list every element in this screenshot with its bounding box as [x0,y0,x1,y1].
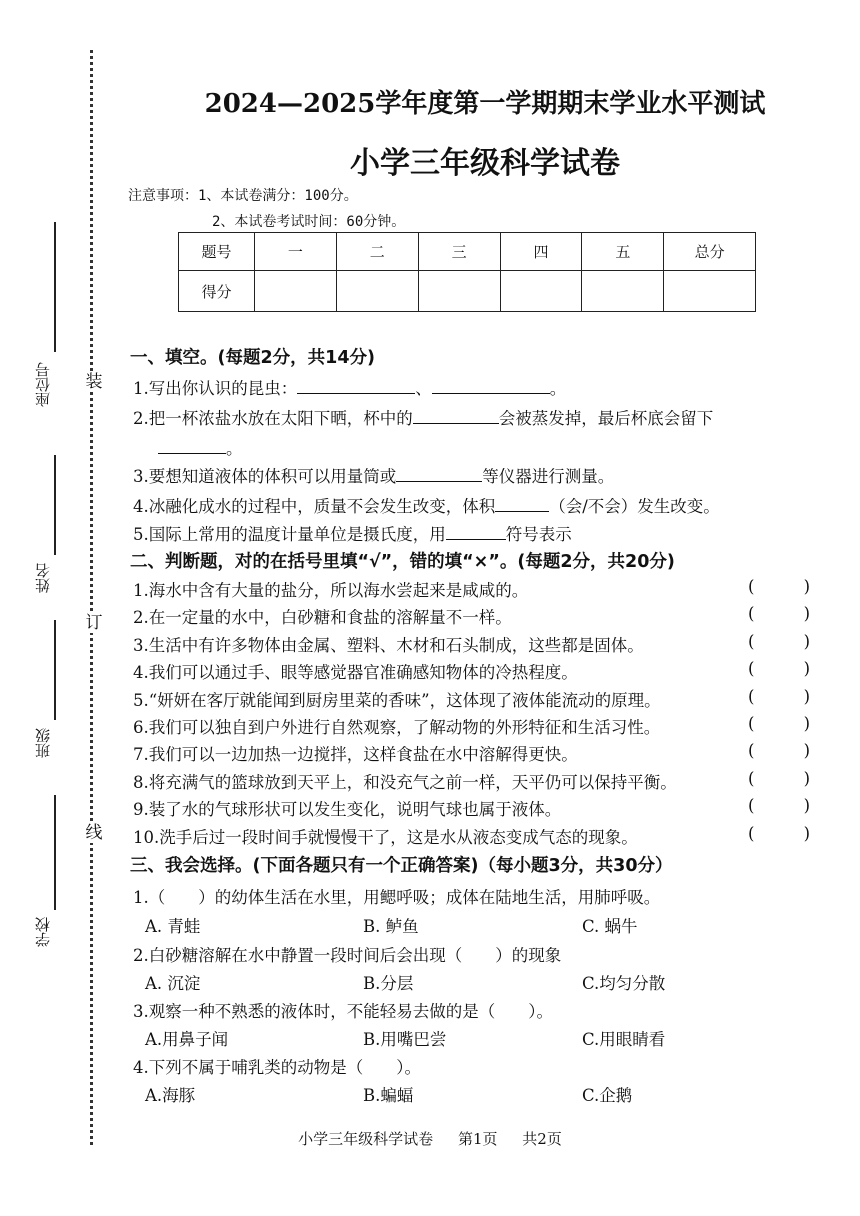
answer-blank[interactable] [158,439,226,454]
score-header-cell: 三 [418,233,500,271]
footer-exam-name: 小学三年级科学试卷 [298,1130,434,1148]
judge-question: 7.我们可以一边加热一边搅拌，这样食盐在水中溶解得更快。 [133,745,578,764]
paren-open: ( [748,687,755,706]
judge-answer-paren[interactable] [748,714,810,733]
choice-question-2: 2.白砂糖溶解在水中静置一段时间后会出现（ ）的现象 [133,946,562,965]
score-header-cell: 二 [336,233,418,271]
name-field[interactable] [35,455,75,600]
score-cell[interactable] [418,271,500,312]
notice-line-1: 注意事项：1、本试卷满分：100分。 [128,188,358,204]
footer-page-total: 共2页 [522,1130,562,1148]
choice-option[interactable]: C.用眼睛看 [582,1030,666,1049]
paren-open: ( [748,741,755,760]
binding-dotted-line [90,50,93,1145]
exam-subtitle: 小学三年级科学试卷 [350,146,620,181]
notice-line-2: 2、本试卷考试时间：60分钟。 [212,214,406,230]
answer-blank[interactable] [495,497,549,512]
class-field[interactable] [35,620,75,760]
choice-option[interactable]: B.分层 [363,974,414,993]
paren-close: ) [803,632,810,651]
answer-blank[interactable] [413,409,499,424]
score-cell[interactable] [664,271,756,312]
paren-open: ( [748,632,755,651]
choice-option[interactable]: A.海豚 [145,1086,196,1105]
choice-option[interactable]: C. 蜗牛 [582,917,638,936]
score-cell[interactable] [500,271,582,312]
paren-close: ) [803,714,810,733]
choice-question-4: 4.下列不属于哺乳类的动物是（ ）。 [133,1058,421,1077]
paren-open: ( [748,659,755,678]
judge-question: 10.洗手后过一段时间手就慢慢干了，这是水从液态变成气态的现象。 [133,828,638,847]
fill-question-5: 5.国际上常用的温度计量单位是摄氏度，用 符号表示 [133,525,572,544]
choice-option[interactable]: A. 沉淀 [145,974,201,993]
exam-title: 2024—2025学年度第一学期期末学业水平测试 [204,89,766,119]
choice-option[interactable]: B.用嘴巴尝 [363,1030,447,1049]
paren-close: ) [803,604,810,623]
paren-open: ( [748,577,755,596]
paren-close: ) [803,824,810,843]
judge-answer-paren[interactable] [748,824,810,843]
fill-question-4: 4.冰融化成水的过程中，质量不会发生改变，体积 （会/不会）发生改变。 [133,497,720,516]
score-header-cell: 一 [254,233,336,271]
binding-char-ding: 订 [85,613,103,633]
paren-close: ) [803,769,810,788]
section1-heading: 一、填空。(每题2分，共14分) [130,348,376,368]
score-cell[interactable] [254,271,336,312]
score-cell[interactable] [582,271,664,312]
choice-option[interactable]: A. 青蛙 [145,917,201,936]
paren-close: ) [803,659,810,678]
section3-heading: 三、我会选择。(下面各题只有一个正确答案)（每小题3分，共30分） [130,856,673,876]
judge-answer-paren[interactable] [748,659,810,678]
binding-char-zhuang: 装 [85,372,103,392]
answer-blank[interactable] [432,379,550,394]
seat-number-label: 座位号 [35,362,75,407]
score-header-cell: 总分 [664,233,756,271]
judge-answer-paren[interactable] [748,769,810,788]
judge-answer-paren[interactable] [748,796,810,815]
paren-close: ) [803,577,810,596]
score-table [178,232,756,312]
fill-question-2: 2.把一杯浓盐水放在太阳下晒，杯中的 会被蒸发掉，最后杯底会留下 [133,409,714,428]
seat-number-field[interactable] [35,222,75,422]
fill-question-3: 3.要想知道液体的体积可以用量筒或 等仪器进行测量。 [133,467,615,486]
footer-page-number: 第1页 [457,1130,498,1148]
judge-question: 9.装了水的气球形状可以发生变化，说明气球也属于液体。 [133,800,562,819]
judge-question: 2.在一定量的水中，白砂糖和食盐的溶解量不一样。 [133,608,512,627]
paren-close: ) [803,796,810,815]
choice-question-3: 3.观察一种不熟悉的液体时，不能轻易去做的是（ ）。 [133,1002,553,1021]
judge-answer-paren[interactable] [748,604,810,623]
judge-question: 3.生活中有许多物体由金属、塑料、木材和石头制成，这些都是固体。 [133,636,644,655]
paren-open: ( [748,604,755,623]
score-row-label: 得分 [179,271,255,312]
fill-question-2-cont: 。 [158,435,243,459]
answer-blank[interactable] [396,467,482,482]
score-header-cell: 四 [500,233,582,271]
score-cell[interactable] [336,271,418,312]
choice-question-1: 1.（ ）的幼体生活在水里，用鳃呼吸；成体在陆地生活，用肺呼吸。 [133,888,661,907]
school-label: 学校 [35,917,75,947]
answer-blank[interactable] [297,379,415,394]
judge-question: 1.海水中含有大量的盐分，所以海水尝起来是咸咸的。 [133,581,529,600]
judge-answer-paren[interactable] [748,687,810,706]
judge-question: 5.“妍妍在客厅就能闻到厨房里菜的香味”，这体现了液体能流动的原理。 [133,691,661,710]
paren-open: ( [748,714,755,733]
choice-option[interactable]: A.用鼻子闻 [145,1030,229,1049]
score-header-cell: 题号 [179,233,255,271]
name-label: 姓名 [35,563,75,593]
answer-blank[interactable] [446,525,506,540]
choice-option[interactable]: C.均匀分散 [582,974,666,993]
choice-option[interactable]: B.蝙蝠 [363,1086,414,1105]
binding-char-xian: 线 [85,823,103,843]
judge-answer-paren[interactable] [748,741,810,760]
section2-heading: 二、判断题，对的在括号里填“√”，错的填“×”。(每题2分，共20分) [130,552,675,572]
paren-open: ( [748,769,755,788]
judge-question: 6.我们可以独自到户外进行自然观察，了解动物的外形特征和生活习性。 [133,718,661,737]
choice-option[interactable]: B. 鲈鱼 [363,917,419,936]
class-label: 班级 [35,728,75,758]
school-field[interactable] [35,795,75,955]
judge-answer-paren[interactable] [748,632,810,651]
judge-question: 4.我们可以通过手、眼等感觉器官准确感知物体的冷热程度。 [133,663,578,682]
paren-close: ) [803,741,810,760]
score-header-cell: 五 [582,233,664,271]
fill-question-1: 1.写出你认识的昆虫： 、 。 [133,379,567,398]
page-footer [0,1128,860,1149]
paren-open: ( [748,824,755,843]
judge-answer-paren[interactable] [748,577,810,596]
paren-close: ) [803,687,810,706]
choice-option[interactable]: C.企鹅 [582,1086,633,1105]
judge-question: 8.将充满气的篮球放到天平上，和没充气之前一样，天平仍可以保持平衡。 [133,773,677,792]
paren-open: ( [748,796,755,815]
